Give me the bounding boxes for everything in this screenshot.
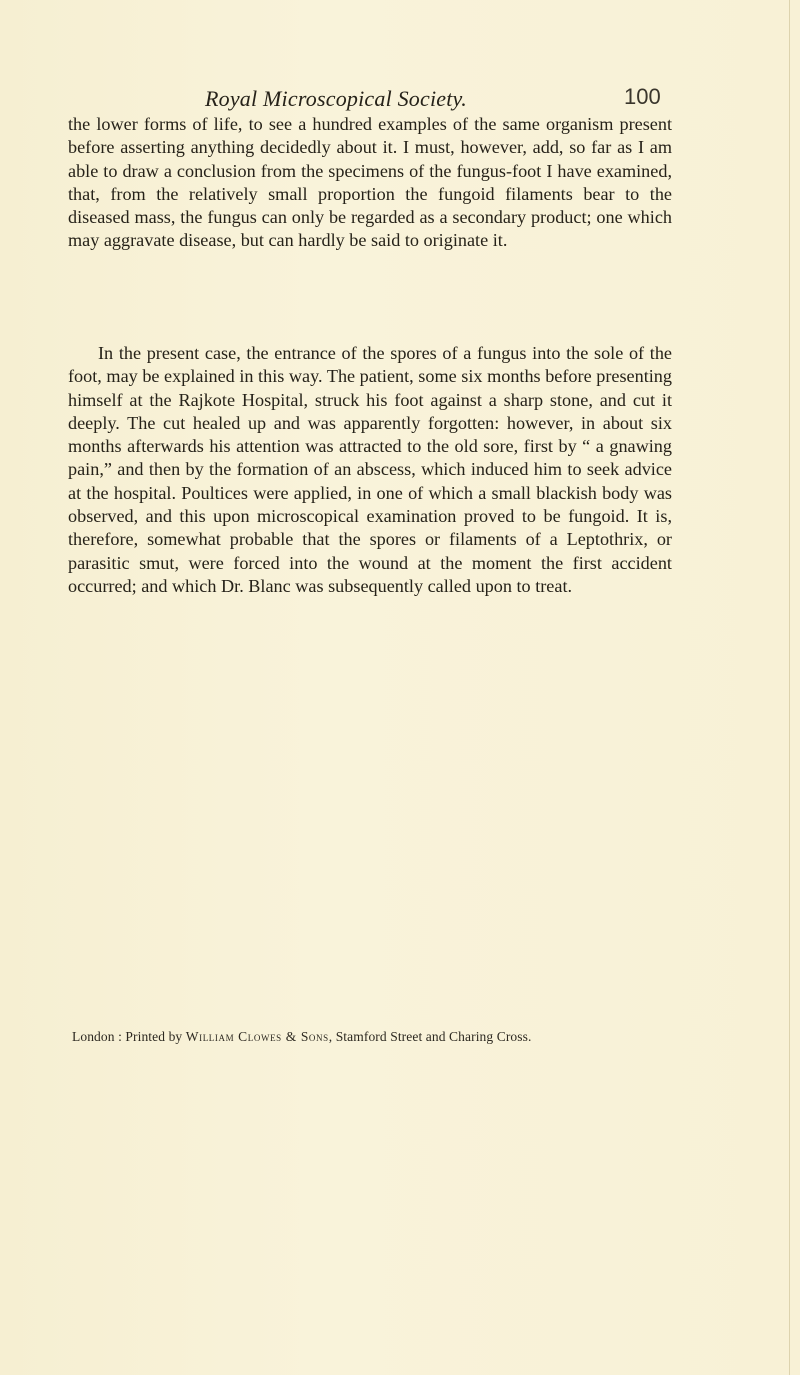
running-title: Royal Microscopical Society. (205, 86, 467, 111)
imprint-printer: William Clowes & Sons (185, 1029, 329, 1044)
page-number: 100 (624, 84, 661, 109)
body-paragraph-text: In the present case, the entrance of the spores of a fungus into the sole of the foot, may be explained in this way. The patient, some six months before presenting himself at the Rajkote Hospital, struck his foot against a sharp stone, and cut it deeply. The cut healed up and was apparently forgotten: however, in about six months afterwards his attention was attracted to the old sore, first by “ a gnawing pain,” and then by the formation of an abscess, which induced him to seek advice at the hospital. Poultices were applied, in one of which a small blackish body was observed, and this upon microscopical examination proved to be fungoid. It is, therefore, somewhat probable that the spores or filaments of a Leptothrix, or parasitic smut, were forced into the wound at the moment the first accident occurred; and which Dr. Blanc was subsequently called upon to treat. (68, 343, 672, 596)
body-paragraph-indented (68, 342, 672, 598)
page-edge (789, 0, 790, 1375)
imprint-suffix: , Stamford Street and Charing Cross. (328, 1029, 532, 1044)
printer-imprint (72, 1029, 531, 1045)
imprint-prefix: London : Printed by (72, 1029, 183, 1044)
body-paragraph: the lower forms of life, to see a hundred examples of the same organism present before asserting anything decidedly about it. I must, however, add, so far as I am able to draw a conclusion from the specimens of the fungus-foot I have examined, that, from the relatively small proportion the fungoid filaments bear to the diseased mass, the fungus can only be regarded as a secondary product; one which may aggravate disease, but can hardly be said to originate it. (68, 114, 672, 251)
